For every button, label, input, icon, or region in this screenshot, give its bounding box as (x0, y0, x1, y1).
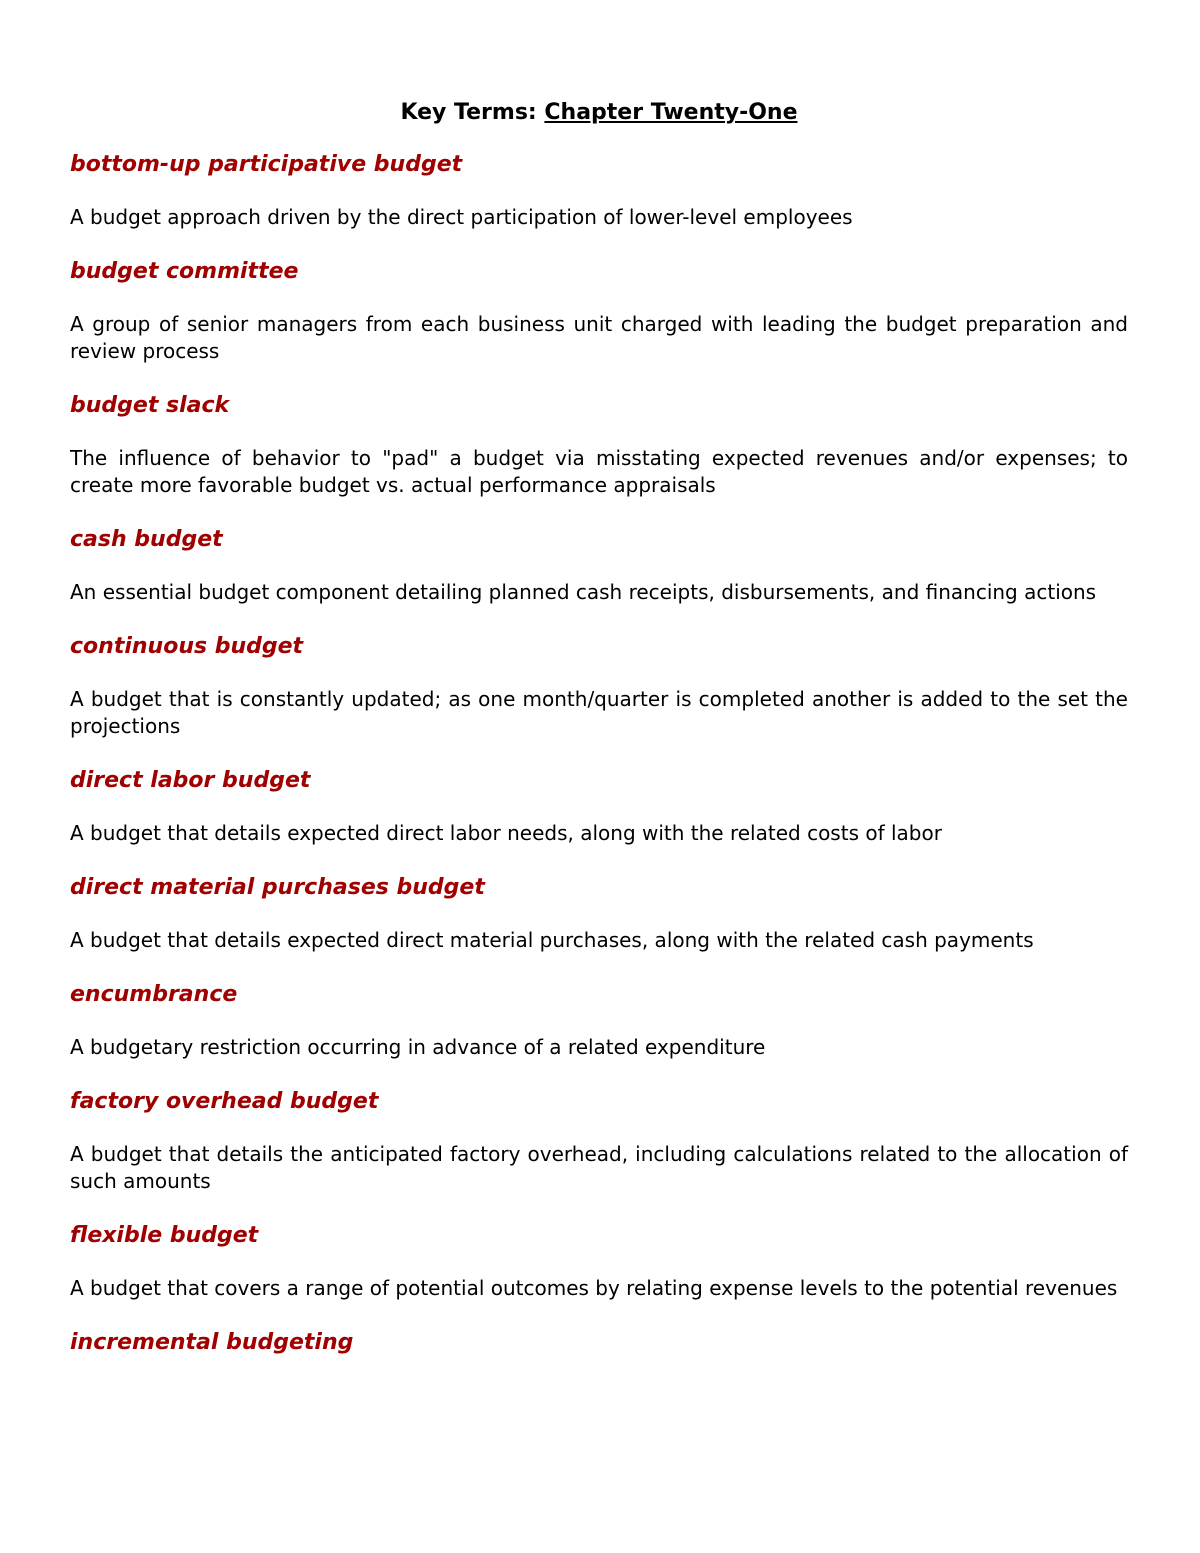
term-definition: The influence of behavior to "pad" a budget via misstating expected revenues and/or expenses; to create more favorable budget vs. actual performance appraisals (70, 446, 1128, 497)
term-heading: flexible budget (70, 1223, 259, 1248)
document-page (70, 98, 1128, 1382)
entry (70, 1328, 1128, 1358)
page-title (70, 98, 1128, 128)
term-heading: cash budget (70, 527, 223, 552)
term-definition: A group of senior managers from each business unit charged with leading the budget preparation and review process (70, 312, 1128, 363)
title-chapter: Chapter Twenty-One (544, 100, 798, 125)
term-definition: An essential budget component detailing planned cash receipts, disbursements, and financing actions (70, 580, 1097, 604)
term-heading: direct labor budget (70, 768, 311, 793)
entry (70, 873, 1128, 954)
entry (70, 391, 1128, 499)
entry (70, 525, 1128, 606)
entry (70, 1221, 1128, 1302)
term-definition: A budget that is constantly updated; as one month/quarter is completed another is added to the set the projections (70, 687, 1128, 738)
term-definition: A budget approach driven by the direct participation of lower-level employees (70, 205, 853, 229)
term-definition: A budget that details the anticipated factory overhead, including calculations related to the allocation of such amounts (70, 1142, 1128, 1193)
term-heading: direct material purchases budget (70, 875, 485, 900)
entry (70, 980, 1128, 1061)
term-definition: A budget that details expected direct labor needs, along with the related costs of labor (70, 821, 942, 845)
term-heading: budget slack (70, 393, 230, 418)
entry (70, 257, 1128, 365)
term-definition: A budget that details expected direct material purchases, along with the related cash payments (70, 928, 1034, 952)
entry (70, 1087, 1128, 1195)
term-heading: incremental budgeting (70, 1330, 354, 1355)
term-heading: budget committee (70, 259, 299, 284)
term-heading: factory overhead budget (70, 1089, 379, 1114)
term-heading: bottom-up participative budget (70, 152, 463, 177)
entry (70, 150, 1128, 231)
term-heading: continuous budget (70, 634, 304, 659)
term-heading: encumbrance (70, 982, 238, 1007)
title-prefix: Key Terms: (400, 100, 545, 125)
entry (70, 632, 1128, 740)
entry (70, 766, 1128, 847)
term-definition: A budgetary restriction occurring in advance of a related expenditure (70, 1035, 766, 1059)
term-definition: A budget that covers a range of potential outcomes by relating expense levels to the potential revenues (70, 1276, 1118, 1300)
